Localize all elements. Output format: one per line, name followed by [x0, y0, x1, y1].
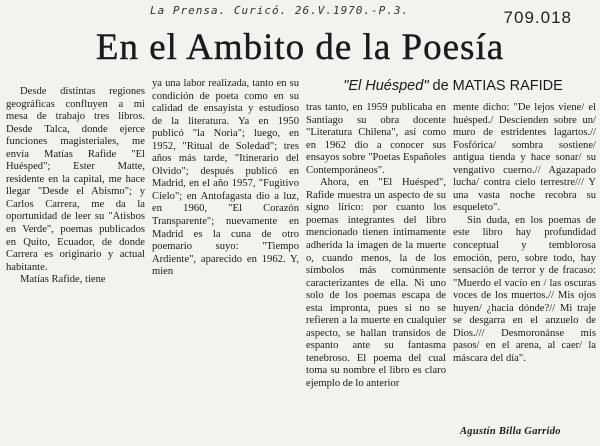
subhead-connector: de	[432, 78, 449, 94]
handwritten-source-annotation: La Prensa. Curicó. 26.V.1970.-P.3.	[150, 4, 410, 17]
author-name: MATIAS RAFIDE	[452, 78, 563, 94]
paragraph: Ahora, en "El Huésped", Rafide muestra un aspecto de su signo lírico: por cuanto los poemas integrantes del libro mencionado tienen íntimamente adherida la imagen de la muerte o, cuando menos, la de los símbolos más comúnmente caracterizantes de ella. Ni uno solo de los poemas escapa de esta impronta, pues si no se refieren a la muerte en cualquier aspecto, se hallan transidos de espanto ante su fantasma tenebroso. El poema del cual toma su nombre el libro es claro ejemplo de lo anterior	[306, 177, 446, 390]
article-column-2	[152, 78, 299, 279]
byline: Agustín Billa Garrido	[460, 426, 561, 437]
article-column-4	[453, 102, 596, 365]
book-title: "El Huésped"	[343, 78, 429, 94]
paragraph: tras tanto, en 1959 publicaba en Santiago su obra docente "Literatura Chilena", así como en 1962 dio a conocer sus ensayos sobre "Poetas Españoles Contemporáneos".	[306, 102, 446, 176]
paragraph: Matías Rafide, tiene	[20, 274, 106, 286]
article-column-3	[306, 102, 446, 391]
clipping-number: 709.018	[503, 8, 572, 27]
paragraph: Sin duda, en los poemas de este libro hay profundidad conceptual y temblorosa emoción, pero, sobre todo, hay sensación de terror y de fracaso: "Muerdo el vacío en / las oscuras voces de los muertos.// Mis ojos huyen/ ¿hacia dónde?// Mi traje se desgarra en el anzuelo de Dios./// Desmoronánse mis pasos/ en el arena, al caer/ la máscara del día".	[453, 214, 596, 364]
paragraph: Desde distintas regiones geográficas confluyen a mi mesa de trabajo tres libros. Desde Talca, donde ejerce funciones magisteriales, me envía Matías Rafide "El Huésped"; Ester Matte, residente en la capital, me hace llegar "Desde el Abismo"; y Carlos Carrera, me da la oportunidad de leer su "Atisbos en Verde", poemas publicados en Quito, Ecuador, de donde Carrera es originario y actual habitante.	[6, 86, 145, 273]
article-column-1	[6, 86, 145, 287]
paragraph: mente dicho: "De lejos viene/ el huésped./ Descienden sobre un/ muro de estridentes lagartos.// Fosfórica/ sombra sostiene/ antigua tienda y hace sonar/ su vengativo cuerno.// Agazapado lucha/ contra cielo terrestre/// Y una vasta noche recobra su esqueleto".	[453, 102, 596, 214]
article-subhead	[310, 78, 596, 94]
headline: En el Ambito de la Poesía	[95, 27, 505, 68]
paragraph: ya una labor realizada, tanto en su condición de poeta como en su calidad de ensayista y estudioso de la literatura. Ya en 1950 publicó "la Noria"; luego, en 1952, "Ritual de Soledad"; tres años más tarde, "Itinerario del Olvido"; después publicó en Madrid, en el año 1957, "Fugitivo Cielo"; en Antofagasta dio a luz, en 1960, "El Corazón Transparente"; nuevamente en Madrid es la cuna de otro poemario suyo: "Tiempo Ardiente", aparecido en 1962. Y, mien	[152, 78, 299, 278]
